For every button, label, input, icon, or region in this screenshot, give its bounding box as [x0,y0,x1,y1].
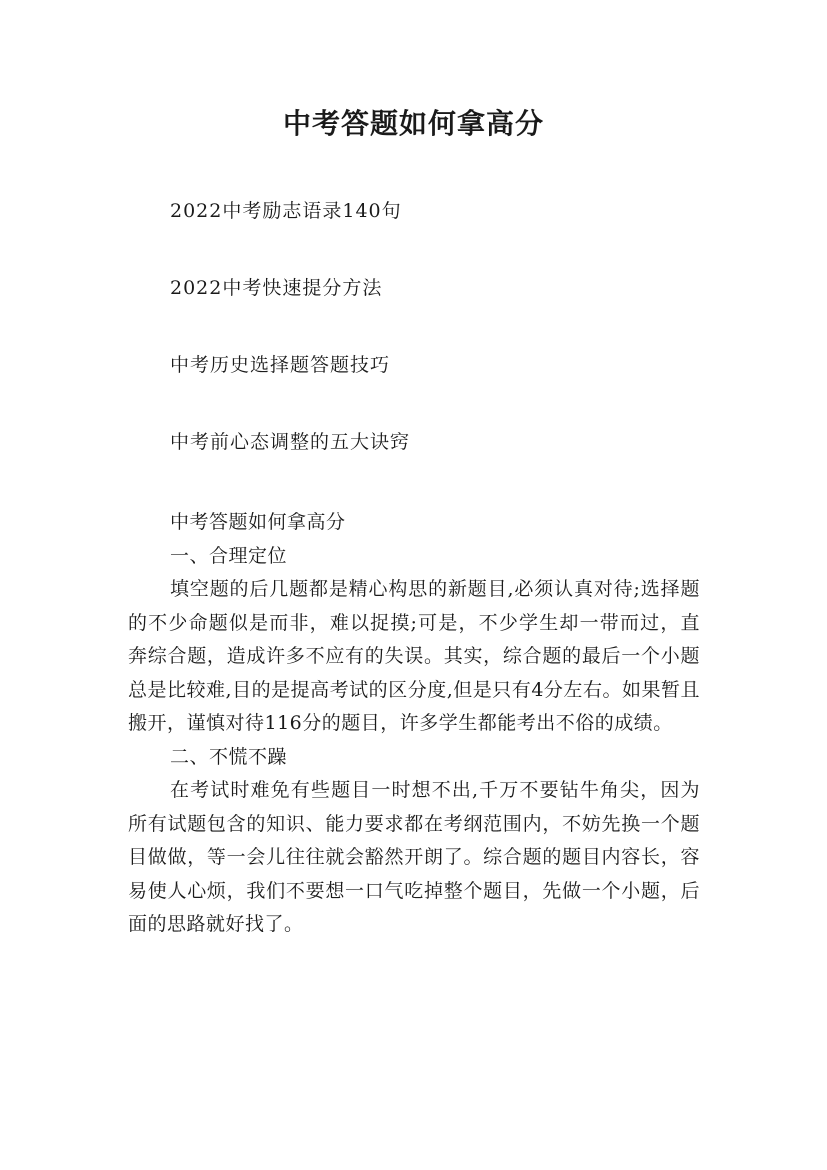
section-heading: 二、不慌不躁 [170,745,288,768]
related-link[interactable]: 中考前心态调整的五大诀窍 [170,431,411,453]
article-title: 中考答题如何拿高分 [170,511,346,533]
document-title: 中考答题如何拿高分 [282,107,544,140]
article-body [128,506,700,942]
related-link[interactable]: 2022中考快速提分方法 [170,277,383,299]
section-paragraph: 在考试时难免有些题目一时想不出,千万不要钻牛角尖，因为所有试题包含的知识、能力要求都在考纲范围内，不妨先换一个题目做做，等一会儿往往就会豁然开朗了。综合题的题目内容长，容易使人心烦，我们不要想一口气吃掉整个题目，先做一个小题，后面的思路就好找了。 [128,779,700,935]
related-link[interactable]: 2022中考励志语录140句 [170,200,402,222]
section-paragraph: 填空题的后几题都是精心构思的新题目,必须认真对待;选择题的不少命题似是而非，难以捉摸;可是，不少学生却一带而过，直奔综合题，造成许多不应有的失误。其实，综合题的最后一个小题总是比较难,目的是提高考试的区分度,但是只有4分左右。如果暂且搬开，谨慎对待116分的题目，许多学生都能考出不俗的成绩。 [128,578,700,734]
section-heading: 一、合理定位 [170,544,288,567]
related-link[interactable]: 中考历史选择题答题技巧 [170,354,391,376]
related-links-list [170,196,410,504]
